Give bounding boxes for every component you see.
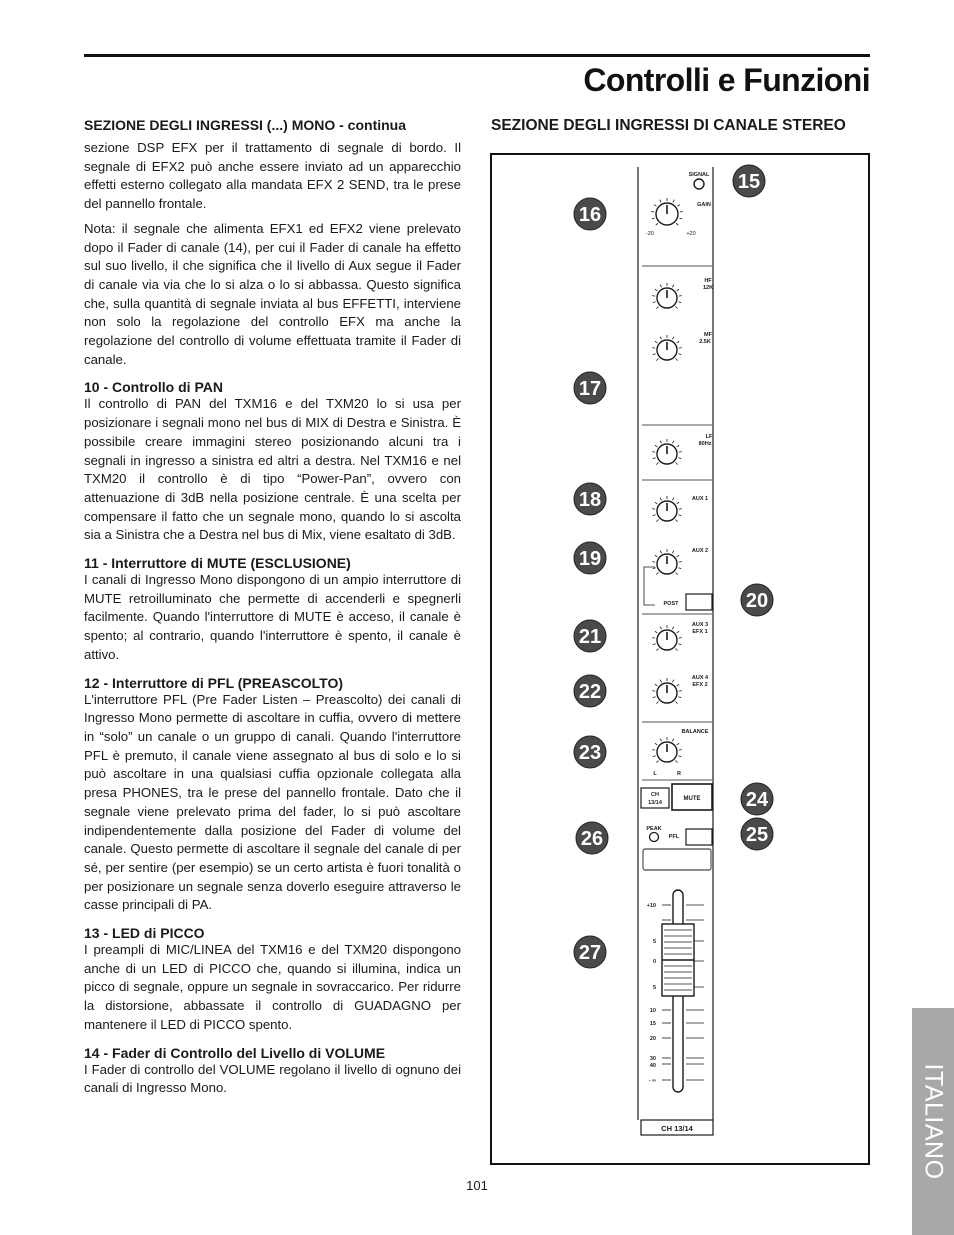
section-heading-stereo: SEZIONE DEGLI INGRESSI DI CANALE STEREO: [491, 117, 846, 134]
mute-label: MUTE: [683, 796, 701, 802]
callout-20: [741, 584, 773, 616]
balance-label: BALANCE: [681, 729, 709, 735]
knob-tick: [653, 756, 656, 757]
callout-25: [741, 818, 773, 850]
feature-paragraph: I canali di Ingresso Mono dispongono di un ampio interruttore di MUTE retroilluminato che permette di accenderli e spegnerli facilmente. Quando l'interruttore di MUTE è acceso, il canale è spento; al contrario, quando l'interruttore è spento, il canale è attivo.: [84, 572, 461, 662]
knob-tick: [678, 697, 681, 698]
channel-strip-svg: [492, 155, 868, 1163]
feature-sections: [84, 379, 461, 1098]
knob-tick: [656, 462, 658, 464]
post-switch: [686, 594, 712, 610]
fader-scale-label: 20: [649, 1036, 656, 1042]
knob-tick: [675, 701, 677, 703]
language-tab[interactable]: [912, 1008, 954, 1235]
page-number: 101: [466, 1178, 488, 1193]
knob-tick: [660, 285, 661, 288]
aux2-label: AUX 2: [691, 548, 709, 554]
feature-section: [84, 1045, 461, 1098]
channel-strip-diagram: [490, 153, 870, 1165]
knob-tick: [675, 519, 677, 521]
knob-tick: [672, 498, 673, 501]
knob-tick: [656, 648, 658, 650]
left-column: [84, 117, 461, 1104]
gain-min-label: -20: [646, 231, 654, 237]
callout-number: 15: [737, 171, 761, 193]
gain-label: GAIN: [697, 202, 711, 208]
callout-number: 21: [578, 626, 602, 648]
feature-paragraph: I Fader di controllo del VOLUME regolano il livello di ognuno dei canali di Ingresso Mono.: [84, 1061, 461, 1096]
knob-tick: [678, 354, 681, 355]
balance-l-label: L: [653, 771, 657, 777]
knob-tick: [678, 644, 681, 645]
knob-tick: [653, 458, 656, 459]
aux3-knob: [652, 625, 682, 651]
knob-tick: [656, 519, 658, 521]
callout-number: 26: [580, 828, 604, 850]
balance-knob: [652, 737, 682, 763]
feature-section: [84, 925, 461, 1035]
efx2-label: EFX 2: [692, 682, 708, 688]
callout-number: 17: [578, 378, 602, 400]
callout-number: 16: [578, 204, 602, 226]
intro-paragraph: Nota: il segnale che alimenta EFX1 ed EFX2 viene prelevato dopo il Fader di canale (14), per cui il Fader di canale ha effetto sul suo livello, il che significa che il livello di Aux segue il Fader di canale via via che lo si alza o lo si abbassa. Questo significa che, sulla quantità di segnale inviata al bus EFFETTI, interviene non solo la regolazione del controllo EFX ma anche la regolazione del controllo di volume effettuata tramite il Fader di canale.: [84, 220, 461, 367]
knob-tick: [679, 218, 682, 219]
knob-tick: [660, 627, 661, 630]
knob-tick: [678, 458, 681, 459]
knob-tick: [656, 572, 658, 574]
callout-16: [574, 198, 606, 230]
hf-freq-label: 12K: [702, 285, 714, 291]
channel-label: CH 13/14: [661, 1124, 693, 1133]
language-tab-label: ITALIANO: [919, 1063, 948, 1180]
knob-tick: [660, 739, 661, 742]
post-label: POST: [663, 601, 679, 607]
lf-label: LF: [705, 434, 713, 440]
knob-tick: [653, 354, 656, 355]
callout-15: [733, 165, 765, 197]
fader-scale-label: 40: [649, 1063, 656, 1069]
knob-tick: [660, 200, 661, 203]
balance-r-label: R: [677, 771, 681, 777]
aux4-label: AUX 4: [691, 675, 709, 681]
knob-tick: [672, 627, 673, 630]
gain-max-label: +20: [686, 231, 696, 237]
knob-tick: [655, 743, 657, 745]
signal-label: SIGNAL: [688, 172, 710, 178]
knob-tick: [672, 680, 673, 683]
knob-tick: [677, 341, 679, 343]
feature-heading: 11 - Interruttore di MUTE (ESCLUSIONE): [84, 555, 351, 572]
signal-led: [694, 179, 704, 189]
feature-heading: 10 - Controllo di PAN: [84, 379, 223, 396]
feature-paragraph: I preampli di MIC/LINEA del TXM16 e del TXM20 dispongono anche di un LED di PICCO che, quando si illumina, indica un picco di segnale, oppure un segnale in sovraccarico. Per ridurre la distorsione, abbassate il controllo di GUADAGNO per mantenere il LED di PICCO spento.: [84, 942, 461, 1032]
knob-tick: [660, 680, 661, 683]
fader-scale-label: 5: [652, 939, 656, 945]
knob-tick: [678, 302, 681, 303]
header-rule: [84, 54, 870, 57]
knob-tick: [678, 568, 681, 569]
knob-tick: [656, 306, 658, 308]
knob-tick: [678, 515, 681, 516]
hf-label: HF: [704, 278, 712, 284]
callout-27: [574, 936, 606, 968]
knob-tick: [655, 555, 657, 557]
knob-tick: [678, 205, 680, 207]
knob-tick: [653, 302, 656, 303]
callout-number: 23: [578, 742, 602, 764]
callout-number: 19: [578, 548, 602, 570]
knob-tick: [655, 684, 657, 686]
feature-section: [84, 379, 461, 545]
knob-tick: [672, 337, 673, 340]
aux1-knob: [652, 496, 682, 522]
callout-18: [574, 483, 606, 515]
knob-tick: [675, 462, 677, 464]
aux2-knob: [652, 549, 682, 575]
knob-tick: [653, 568, 656, 569]
hf-knob: [652, 283, 682, 309]
knob-tick: [676, 223, 678, 225]
fader-scale-label: 0: [652, 959, 656, 965]
fader-scale-label: - ∞: [648, 1078, 656, 1084]
intro-paragraph: sezione DSP EFX per il trattamento di segnale di bordo. Il segnale di EFX2 può anche essere inviato ad un apparecchio effetti esterno collegato alla mandata EFX 2 SEND, tra le prese del pannello frontale.: [84, 140, 461, 212]
knob-tick: [653, 515, 656, 516]
knob-tick: [653, 644, 656, 645]
feature-paragraph: Il controllo di PAN del TXM16 e del TXM20 lo si usa per posizionare i segnali mono nel bus di MIX di Destra e Sinistra. È possibile creare immagini stereo posizionando alcuni tra i segnali in ingresso a sinistra ed altri a destra. Nel TXM16 e nel TXM20 il controllo è di tipo “Power-Pan”, ovvero con attenuazione di 3dB nella posizione centrale. È una scelta per compensare il fatto che un segnale mono, quando lo si ascolta sia a Sinistra che a Destra nel bus di Mix, viene esaltato di 3dB.: [84, 396, 461, 543]
feature-heading: 13 - LED di PICCO: [84, 925, 205, 942]
knob-tick: [655, 445, 657, 447]
efx1-label: EFX 1: [692, 629, 708, 635]
knob-tick: [660, 337, 661, 340]
knob-tick: [677, 684, 679, 686]
knob-tick: [677, 445, 679, 447]
post-bracket: [644, 567, 655, 605]
callout-number: 18: [578, 489, 602, 511]
feature-paragraph: L'interruttore PFL (Pre Fader Listen – Preascolto) dei canali di Ingresso Mono permette di ascoltare in cuffia, ovvero di mettere in “solo” un canale o un gruppo di canali. Quando l'interruttore PFL è premuto, il canale viene assegnato al bus di solo e lo si può ascoltare in una qualsiasi cuffia opzionale collegata alla presa PHONES, tra le prese del pannello frontale. Dato che il segnale viene prelevato prima del fader, lo si può ascoltare indipendentemente dalla posizione del Fader di volume del canale. Questo permette di ascoltare il segnale del canale di per sé, per sentire (per esempio) se un certo artista è fuori tonalità o per posizionare un segnale senza doverlo eseguire attraverso le casse principali di PA.: [84, 691, 461, 913]
fader-scale-label: 5: [652, 985, 656, 991]
callout-22: [574, 675, 606, 707]
callout-26: [576, 822, 608, 854]
fader-scale-label: +10: [646, 903, 656, 909]
callout-17: [574, 372, 606, 404]
knob-tick: [656, 760, 658, 762]
callout-21: [574, 620, 606, 652]
knob-tick: [675, 760, 677, 762]
knob-tick: [653, 697, 656, 698]
mf-freq-label: 2.5K: [699, 339, 711, 345]
fader-scale-label: 15: [649, 1021, 656, 1027]
knob-tick: [656, 701, 658, 703]
knob-tick: [655, 341, 657, 343]
knob-tick: [654, 205, 656, 207]
knob-tick: [675, 572, 677, 574]
ch-small-label-2: 13/14: [648, 800, 662, 806]
knob-tick: [675, 358, 677, 360]
fader-cap: [662, 924, 694, 996]
aux1-label: AUX 1: [691, 496, 709, 502]
feature-heading: 12 - Interruttore di PFL (PREASCOLTO): [84, 674, 344, 691]
ch-small-label-1: CH: [651, 792, 659, 798]
knob-tick: [675, 648, 677, 650]
knob-tick: [660, 498, 661, 501]
knob-tick: [655, 289, 657, 291]
knob-tick: [677, 743, 679, 745]
peak-led: [650, 833, 659, 842]
aux3-label: AUX 3: [691, 622, 709, 628]
mf-label: MF: [704, 332, 712, 338]
fader-scale-label: 30: [649, 1056, 656, 1062]
knob-tick: [675, 306, 677, 308]
callout-number: 22: [578, 681, 602, 703]
knob-tick: [672, 441, 673, 444]
feature-heading: 14 - Fader di Controllo del Livello di VOLUME: [84, 1044, 386, 1061]
mf-knob: [652, 335, 682, 361]
knob-tick: [656, 223, 658, 225]
callout-number: 27: [578, 942, 602, 964]
callout-19: [574, 542, 606, 574]
peak-label: PEAK: [646, 826, 662, 832]
callout-number: 25: [745, 824, 769, 846]
pfl-switch: [686, 829, 712, 845]
knob-tick: [652, 218, 655, 219]
feature-section: [84, 675, 461, 915]
knob-tick: [656, 358, 658, 360]
lf-freq-label: 80Hz: [698, 441, 712, 447]
knob-tick: [672, 739, 673, 742]
callout-24: [741, 783, 773, 815]
gain-knob: [651, 198, 683, 225]
knob-tick: [677, 631, 679, 633]
fader-scale-label: 10: [649, 1008, 656, 1014]
lf-knob: [652, 439, 682, 465]
knob-tick: [673, 200, 674, 203]
knob-tick: [677, 555, 679, 557]
page-title: Controlli e Funzioni: [583, 62, 870, 98]
knob-tick: [655, 502, 657, 504]
knob-tick: [655, 631, 657, 633]
knob-tick: [677, 502, 679, 504]
feature-section: [84, 555, 461, 665]
intro-text: [84, 139, 461, 369]
callout-number: 24: [745, 789, 769, 811]
callout-23: [574, 736, 606, 768]
knob-tick: [672, 551, 673, 554]
knob-tick: [672, 285, 673, 288]
knob-tick: [660, 551, 661, 554]
knob-tick: [660, 441, 661, 444]
pfl-label: PFL: [668, 834, 680, 840]
callout-number: 20: [745, 590, 769, 612]
knob-tick: [678, 756, 681, 757]
aux4-knob: [652, 678, 682, 704]
section-heading-mono: SEZIONE DEGLI INGRESSI (...) MONO - continua: [84, 117, 407, 133]
knob-tick: [677, 289, 679, 291]
scribble-strip: [643, 849, 711, 870]
